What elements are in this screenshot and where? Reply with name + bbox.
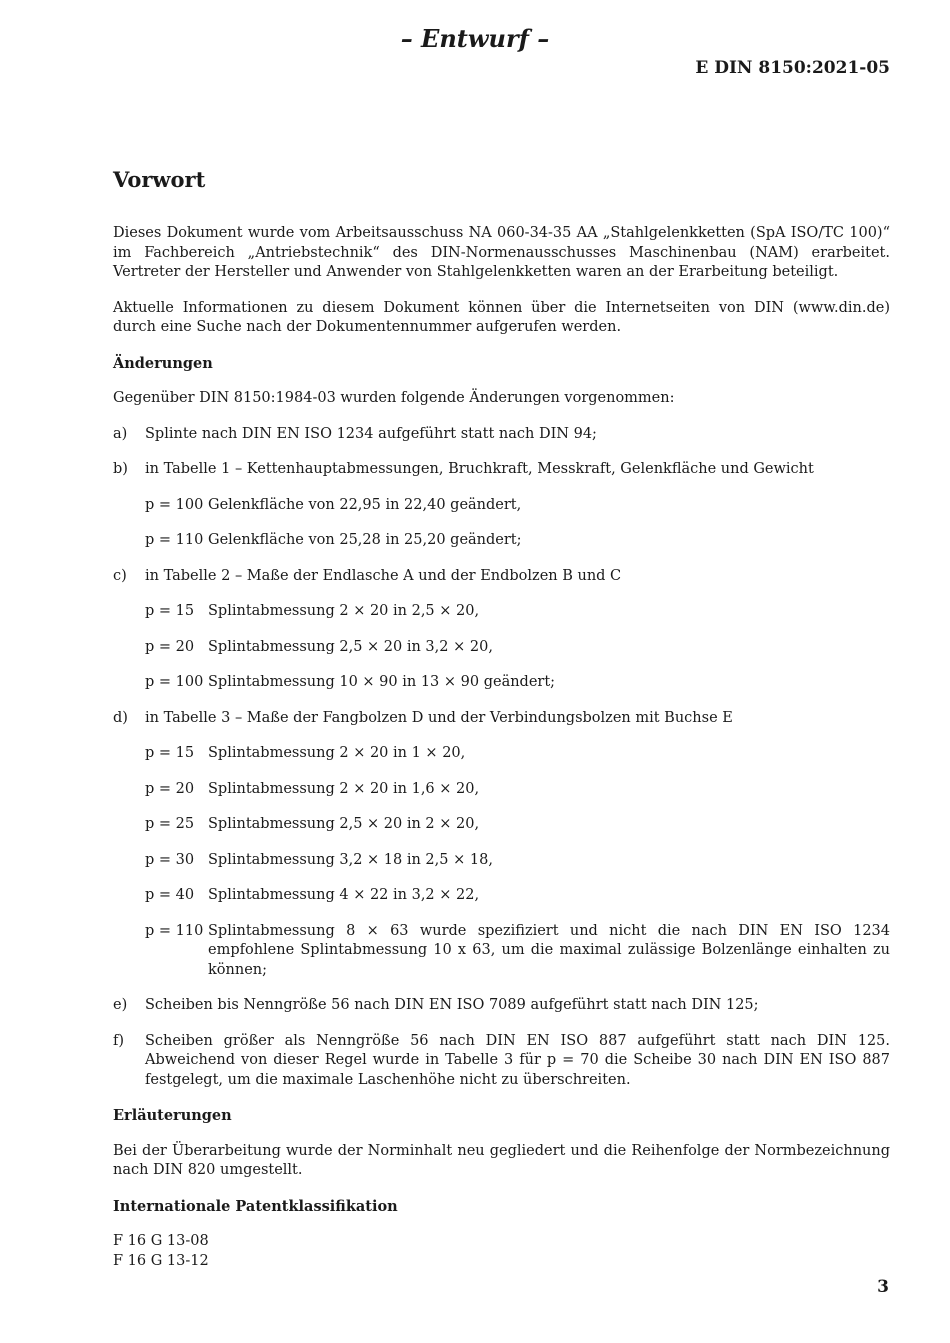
sub-list-text: Splintabmessung 2 × 20 in 2,5 × 20, bbox=[208, 603, 480, 619]
sub-list-item bbox=[145, 851, 890, 871]
sub-list-item bbox=[145, 673, 890, 693]
pitch-label: p = 110 bbox=[145, 922, 204, 939]
pitch-label: p = 40 bbox=[145, 887, 195, 903]
sub-list-item bbox=[145, 780, 890, 800]
sub-list-text: Splintabmessung 3,2 × 18 in 2,5 × 18, bbox=[208, 851, 493, 868]
sub-list-item bbox=[145, 886, 890, 906]
pitch-label: p = 20 bbox=[145, 638, 195, 655]
sub-list-item bbox=[145, 496, 890, 516]
patent-classification-heading: Internationale Patentklassifikation bbox=[113, 1197, 398, 1215]
sub-list-text: Splintabmessung 2,5 × 20 in 3,2 × 20, bbox=[208, 638, 493, 655]
list-item bbox=[113, 460, 890, 480]
explanations-heading: Erläuterungen bbox=[113, 1107, 232, 1124]
sub-list-item bbox=[145, 602, 890, 622]
sub-list-text: Splintabmessung 2 × 20 in 1,6 × 20, bbox=[208, 780, 480, 797]
list-text: Scheiben bis Nenngröße 56 nach DIN EN ISO 7089 aufgeführt statt nach DIN 125; bbox=[145, 997, 759, 1013]
sub-list-item bbox=[145, 531, 890, 551]
pitch-label: p = 100 bbox=[145, 496, 204, 513]
pitch-label: p = 30 bbox=[145, 851, 195, 868]
sub-list-text: Splintabmessung 4 × 22 in 3,2 × 22, bbox=[208, 887, 480, 903]
list-marker: a) bbox=[113, 425, 128, 442]
pitch-label: p = 20 bbox=[145, 780, 195, 797]
list-text: Splinte nach DIN EN ISO 1234 aufgeführt statt nach DIN 94; bbox=[145, 425, 597, 442]
sub-list-text: Gelenkfläche von 25,28 in 25,20 geändert; bbox=[208, 532, 522, 548]
sub-list-text: Splintabmessung 8 × 63 wurde spezifiziert und nicht die nach DIN EN ISO 1234 empfohlene Splintabmessung 10 x 63, um die maximal zulässige Bolzenlänge einhalten zu können; bbox=[208, 922, 890, 978]
list-marker: d) bbox=[113, 709, 128, 726]
sub-list-text: Splintabmessung 2,5 × 20 in 2 × 20, bbox=[208, 816, 480, 832]
list-item bbox=[113, 425, 890, 445]
sub-list-text: Splintabmessung 10 × 90 in 13 × 90 geändert; bbox=[208, 674, 556, 690]
foreword-paragraph: Dieses Dokument wurde vom Arbeitsausschuss NA 060-34-35 AA „Stahlgelenkketten (SpA ISO/TC 100)“ im Fachbereich „Antriebstechnik“ des DIN-Normenausschusses Maschinenbau (NAM) erarbeitet. Vertreter der Hersteller und Anwender von Stahlgelenkketten waren an der Erarbeitung beteiligt. bbox=[113, 225, 890, 280]
list-text: in Tabelle 3 – Maße der Fangbolzen D und der Verbindungsbolzen mit Buchse E bbox=[145, 709, 733, 726]
pitch-label: p = 100 bbox=[145, 674, 204, 690]
pitch-label: p = 15 bbox=[145, 745, 195, 761]
foreword-paragraph: Aktuelle Informationen zu diesem Dokument können über die Internetseiten von DIN (www.din.de) durch eine Suche nach der Dokumentennummer aufgerufen werden. bbox=[113, 299, 890, 335]
document-id: E DIN 8150:2021-05 bbox=[695, 58, 890, 78]
pitch-label: p = 25 bbox=[145, 816, 195, 832]
list-item bbox=[113, 709, 890, 729]
list-item bbox=[113, 1032, 890, 1091]
list-text: in Tabelle 2 – Maße der Endlasche A und der Endbolzen B und C bbox=[145, 567, 622, 584]
list-item bbox=[113, 567, 890, 587]
list-marker: f) bbox=[113, 1032, 125, 1049]
sub-list-item bbox=[145, 744, 890, 764]
draft-mark: – Entwurf – bbox=[400, 24, 550, 53]
changes-heading: Änderungen bbox=[113, 354, 213, 372]
sub-list-item bbox=[145, 638, 890, 658]
list-text: Scheiben größer als Nenngröße 56 nach DIN EN ISO 887 aufgeführt statt nach DIN 125. Abweichend von dieser Regel wurde in Tabelle 3 für p = 70 die Scheibe 30 nach DIN EN ISO 887 festgelegt, um die maximale Laschenhöhe nicht zu überschreiten. bbox=[145, 1032, 890, 1088]
list-text: in Tabelle 1 – Kettenhauptabmessungen, Bruchkraft, Messkraft, Gelenkfläche und Gewicht bbox=[145, 461, 814, 477]
pitch-label: p = 15 bbox=[145, 603, 195, 619]
page-title: Vorwort bbox=[113, 167, 206, 192]
list-marker: b) bbox=[113, 461, 128, 477]
patent-code: F 16 G 13-12 bbox=[113, 1252, 209, 1269]
sub-list-item bbox=[145, 815, 890, 835]
explanations-text: Bei der Überarbeitung wurde der Norminhalt neu gegliedert und die Reihenfolge der Normbezeichnung nach DIN 820 umgestellt. bbox=[113, 1142, 890, 1178]
sub-list-item bbox=[145, 922, 890, 981]
patent-code: F 16 G 13-08 bbox=[113, 1233, 209, 1249]
sub-list-text: Gelenkfläche von 22,95 in 22,40 geändert, bbox=[208, 496, 522, 513]
list-marker: c) bbox=[113, 567, 127, 584]
list-marker: e) bbox=[113, 997, 128, 1013]
page-number: 3 bbox=[877, 1277, 889, 1297]
page-content bbox=[113, 166, 890, 1271]
list-item bbox=[113, 996, 890, 1016]
pitch-label: p = 110 bbox=[145, 532, 204, 548]
sub-list-text: Splintabmessung 2 × 20 in 1 × 20, bbox=[208, 745, 466, 761]
changes-intro: Gegenüber DIN 8150:1984-03 wurden folgende Änderungen vorgenommen: bbox=[113, 390, 675, 406]
